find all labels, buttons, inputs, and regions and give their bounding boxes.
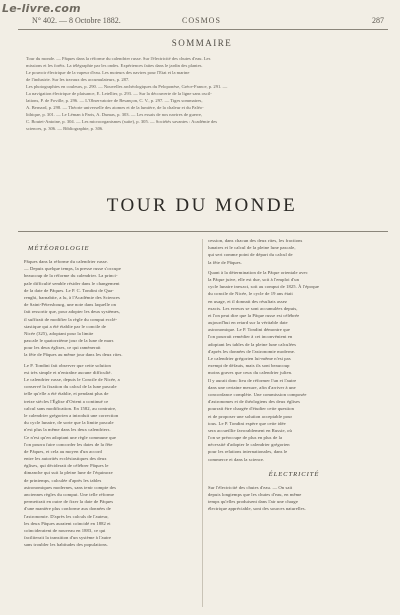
text-line: Nicée (325), adoptant pour la limite [24, 330, 94, 336]
text-line: entre les autorités ecclésiastiques des deux [24, 456, 107, 462]
section-head-meteorologie: MÉTÉOROLOGIE [28, 245, 90, 252]
text-line: sans troubler les habitudes des populations. [24, 542, 109, 548]
document-page [12, 5, 392, 611]
text-line: de Pâques, et cela au moyen d'un accord [24, 448, 102, 454]
text-line: du concile de Nicée, le cycle de 19 ans était [208, 291, 293, 297]
summary-block [26, 55, 382, 132]
text-line: faciliterait la transition d'un système à l'autre [24, 535, 112, 541]
text-line: telle qu'elle a été établie, et pendant plus de [24, 391, 109, 397]
summary-line: A. Bernard, p. 298. — Théorie universelle des atomes et de la lumière, de la chaleur et du Paléo- [26, 105, 204, 110]
text-line: pourrait être chargée d'étudier cette question [208, 406, 295, 412]
column-divider [202, 239, 203, 607]
text-line: la fête de Pâques. [208, 259, 242, 265]
text-line: depuis longtemps que les chutes d'eau, en même [208, 492, 302, 497]
text-line: pale difficulté semble résider dans le changement [24, 280, 120, 286]
paragraph [208, 484, 380, 513]
page-number: 287 [372, 16, 384, 25]
text-line: coïncideraient de nouveau en 1883, ce qui [24, 527, 106, 533]
text-line: n'est plus la même dans les deux calendriers. [24, 427, 111, 433]
journal-name: COSMOS [182, 16, 221, 25]
text-line: dimanche qui suit la pleine lune de l'équinoxe [24, 470, 113, 476]
text-line: aujourd'hui en retard sur la véritable date [208, 320, 288, 326]
text-line: d'une manière plus conforme aux données de [24, 506, 111, 512]
text-line: il suffirait de modifier la règle du comput ecclé- [24, 316, 118, 322]
running-head [12, 16, 392, 28]
text-line: Le calendrier grégorien lui-même n'est pas [208, 356, 291, 361]
text-line: anciennes règles du comput. Une telle réforme [24, 492, 115, 497]
text-line: astronomiques modernes, sans tenir compte des [24, 484, 117, 490]
text-line: pour les relations internationales, dans le [208, 449, 288, 455]
paragraph [24, 258, 196, 359]
text-line: permettrait en outre de fixer la date de Pâques [24, 499, 114, 505]
text-line: pascale le quatorzième jour de la lune de mars [24, 338, 114, 344]
text-line: — Depuis quelque temps, la presse russe s'occupe [24, 266, 121, 272]
issue-date: N° 402. — 8 Octobre 1882. [32, 16, 121, 25]
text-line: concordance complète. Une commission composée [208, 391, 307, 397]
text-line: d'après les données de l'astronomie moderne. [208, 348, 296, 354]
text-line: et de proposer une solution acceptable pour [208, 413, 293, 419]
text-line: la Pâque juive, elle est due, soit à l'emploi d'un [208, 276, 299, 282]
right-column [208, 237, 380, 609]
text-line: pour les deux églises, ce qui ramènerait [24, 345, 101, 351]
summary-line: Tour du monde. — Pâques dans la réforme du calendrier russe. Sur l'électricité des chutes d'eau. Les [26, 56, 211, 61]
text-line: dans une certaine mesure, afin d'arriver à une [208, 384, 296, 390]
text-line: treize siècles l'Église d'Orient a continué ce [24, 398, 109, 404]
header-rule [18, 29, 388, 30]
section-head-electricite: ÉLECTRICITÉ [268, 470, 320, 478]
text-line: églises, qui déciderait de célébrer Pâques le [24, 463, 109, 469]
text-line: Le P. Tondini fait observer que cette solution [24, 362, 111, 368]
text-line: Ce n'est qu'en adoptant une règle commune que [24, 434, 117, 440]
text-line: et l'on peut dire que la Pâque russe est célébrée [208, 312, 300, 318]
text-line: en usage, et il donnait des résultats assez [208, 298, 288, 304]
text-line: le calendrier grégorien a introduit une correction [24, 412, 119, 418]
text-line: cession, dans chacun des deux rites, les fractions [208, 238, 303, 243]
paragraph [208, 269, 380, 463]
summary-line: lations, P. de Foville, p. 296. — L'Observatoire de Besançon, C. V., p. 297. — Tiges sommaires, [26, 98, 203, 103]
text-line: Le calendrier russe, depuis le Concile de Nicée, a [24, 377, 120, 382]
text-line: d'astronomes et de théologiens des deux églises [208, 399, 301, 405]
text-line: de Saint-Pétersbourg, une note dans laquelle on [24, 302, 117, 308]
summary-line: lithique, p. 301. — Le Léman à Paris, A. Dumas, p. 303. — Les essais de nos navires de guerre, [26, 112, 203, 117]
text-line: les deux Pâques auraient coïncidé en 1882 et [24, 520, 111, 526]
text-line: moins graves que ceux du calendrier julien. [208, 370, 293, 376]
summary-line: Le pouvoir électrique de la vapeur d'eau. Les moteurs des navires pour l'Etat et la marine [26, 70, 190, 75]
text-line: lunaires et le calcul de la pleine lune pascale, [208, 245, 296, 251]
text-line: nécessité d'adopter le calendrier grégorien [208, 442, 290, 448]
text-line: l'on pourrait remédier à cet inconvénient en [208, 334, 293, 340]
summary-line: La navigation électrique de plaisance, E. Letellier, p. 293. — Sur la découverte de la ligne sans oscil- [26, 91, 212, 96]
text-line: du cycle lunaire, de sorte que la limite pascale [24, 420, 114, 426]
summary-line: de l'industrie. Sur les travaux des accumulateurs, p. 287. [26, 77, 130, 82]
text-line: adoptant les tables de la pleine lune calculées [208, 341, 296, 347]
text-line: est très simple et n'entraîne aucune difficulté. [24, 369, 112, 375]
paragraph [24, 362, 196, 549]
watermark: Le-livre.com [2, 2, 81, 15]
text-line: fait ressortir que, pour adopter les deux systèmes, [24, 309, 121, 315]
text-line: l'on pourra faire concorder les dates de la fête [24, 441, 113, 447]
summary-line: Les photographies en couleurs, p. 290. — Nouvelles archéologiques du Peloponèse, Grèce-France, p. 291. — [26, 84, 228, 89]
text-line: tous. Le P. Tondini espère que cette idée [208, 420, 286, 426]
text-line: l'on se préoccupe de plus en plus de la [208, 435, 283, 441]
text-line: cycle lunaire inexact, soit au comput de 1825. À l'époque [208, 284, 320, 290]
paragraph [208, 237, 380, 266]
text-line: Pâques dans la réforme du calendrier russe. [24, 259, 109, 264]
text-line: exacts. Les erreurs se sont accumulées depuis, [208, 305, 298, 311]
text-line: Sur l'électricité des chutes d'eau. — On sait [208, 484, 293, 490]
text-line: de la date de Pâques. Le P. C. Tondini de Qua- [24, 287, 114, 293]
summary-line: sciences, p. 306. — Bibliographie, p. 306. [26, 126, 104, 131]
text-line: Quant à la détermination de la Pâque orientale avec [208, 269, 308, 275]
text-line: astronomique. Le P. Tondini démontre que [208, 327, 291, 333]
title-rule [18, 231, 388, 232]
text-line: beaucoup de la réforme du calendrier. La princi- [24, 273, 118, 279]
left-column [24, 237, 196, 609]
text-line: Il y aurait donc lieu de réformer l'un et l'autre [208, 377, 297, 383]
text-line: sera accueillie favorablement en Russie, où [208, 427, 292, 433]
text-line: la fête de Pâques au même jour dans les deux rites. [24, 352, 123, 358]
text-line: de printemps, calculée d'après les tables [24, 477, 102, 483]
summary-line: missions et les forêts. La télégraphie par les ondes. Expériences faites dans le jardin des plantes. [26, 63, 203, 68]
text-line: renghi, barnabite, a lu, à l'Académie des Sciences [24, 294, 120, 300]
text-line: exempt de défauts, mais ils sont beaucoup [208, 363, 290, 369]
text-line: siastique qui a été établie par le concile de [24, 323, 107, 329]
text-line: conservé la fixation du calcul de la lune pascale [24, 384, 117, 390]
text-line: qui sert comme point de départ du calcul de [208, 252, 293, 258]
text-line: temps qu'elles produisent dans l'air une charge [208, 499, 298, 505]
text-line: électrique appréciable, sont des sources naturelles. [208, 506, 306, 512]
text-line: l'astronomie. D'après les calculs de l'auteur, [24, 513, 109, 519]
summary-line: C. Boutet-Antoine, p. 304. — Les microorganismes (suite), p. 305. — Sociétés savantes : Académie des [26, 119, 218, 124]
main-title: TOUR DU MONDE [106, 195, 298, 216]
text-line: calcul sans modification. En 1582, au contraire, [24, 405, 117, 411]
text-line: commerce et dans la science. [208, 456, 265, 462]
summary-title: SOMMAIRE [171, 38, 233, 48]
